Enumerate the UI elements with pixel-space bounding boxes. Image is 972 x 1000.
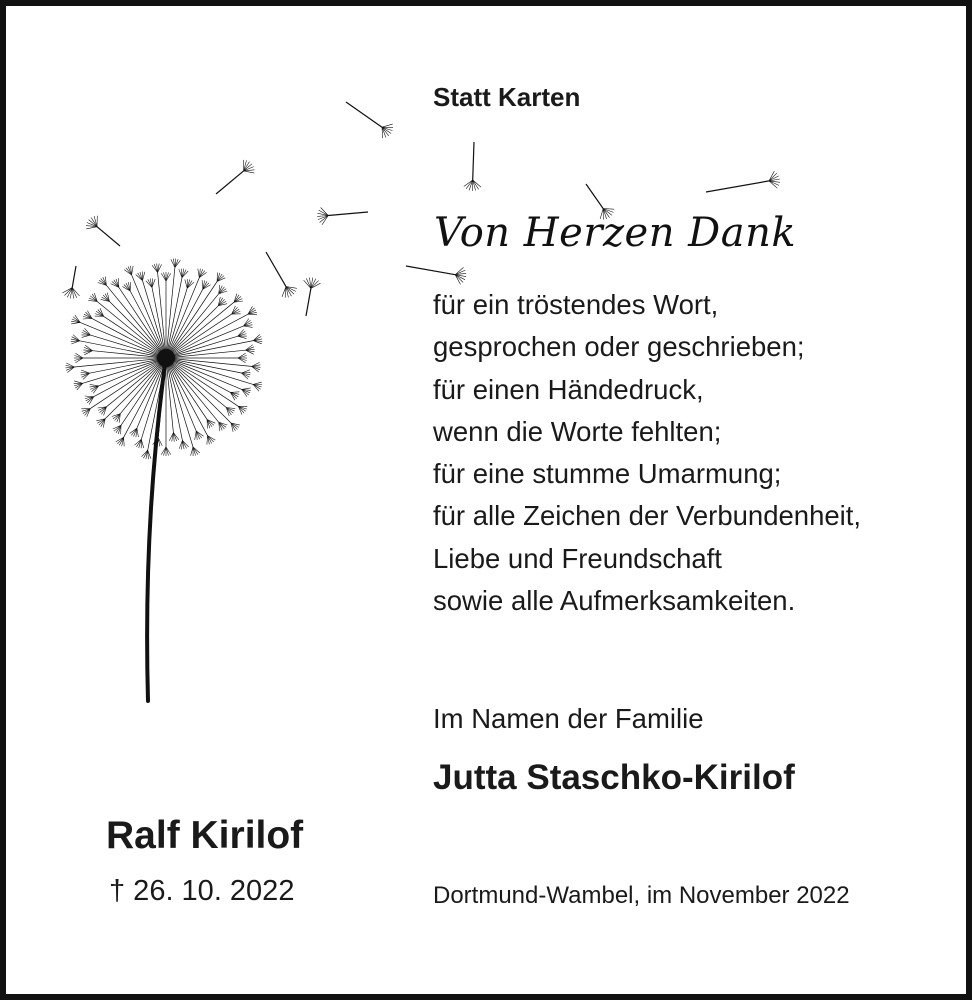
family-name: Jutta Staschko-Kirilof — [433, 758, 795, 797]
verse-line: für eine stumme Umarmung; — [433, 458, 782, 490]
on-behalf-text: Im Namen der Familie — [433, 703, 704, 734]
verse-line: sowie alle Aufmerksamkeiten. — [433, 585, 796, 617]
death-date: † 26. 10. 2022 — [109, 875, 295, 907]
thank-you-heading: Von Herzen Dank — [434, 210, 797, 256]
verse-line: für ein tröstendes Wort, — [433, 289, 719, 320]
deceased-name: Ralf Kirilof — [106, 814, 304, 857]
verse-line: gesprochen oder geschrieben; — [433, 331, 805, 363]
verse-line: Liebe und Freundschaft — [433, 542, 722, 574]
place-date: Dortmund-Wambel, im November 2022 — [433, 882, 850, 909]
verse-block — [433, 284, 861, 622]
header-text: Statt Karten — [433, 82, 581, 112]
verse-line: für alle Zeichen der Verbundenheit, — [433, 500, 862, 532]
verse-line: wenn die Worte fehlten; — [433, 415, 722, 447]
verse-line: für einen Händedruck, — [433, 373, 704, 405]
